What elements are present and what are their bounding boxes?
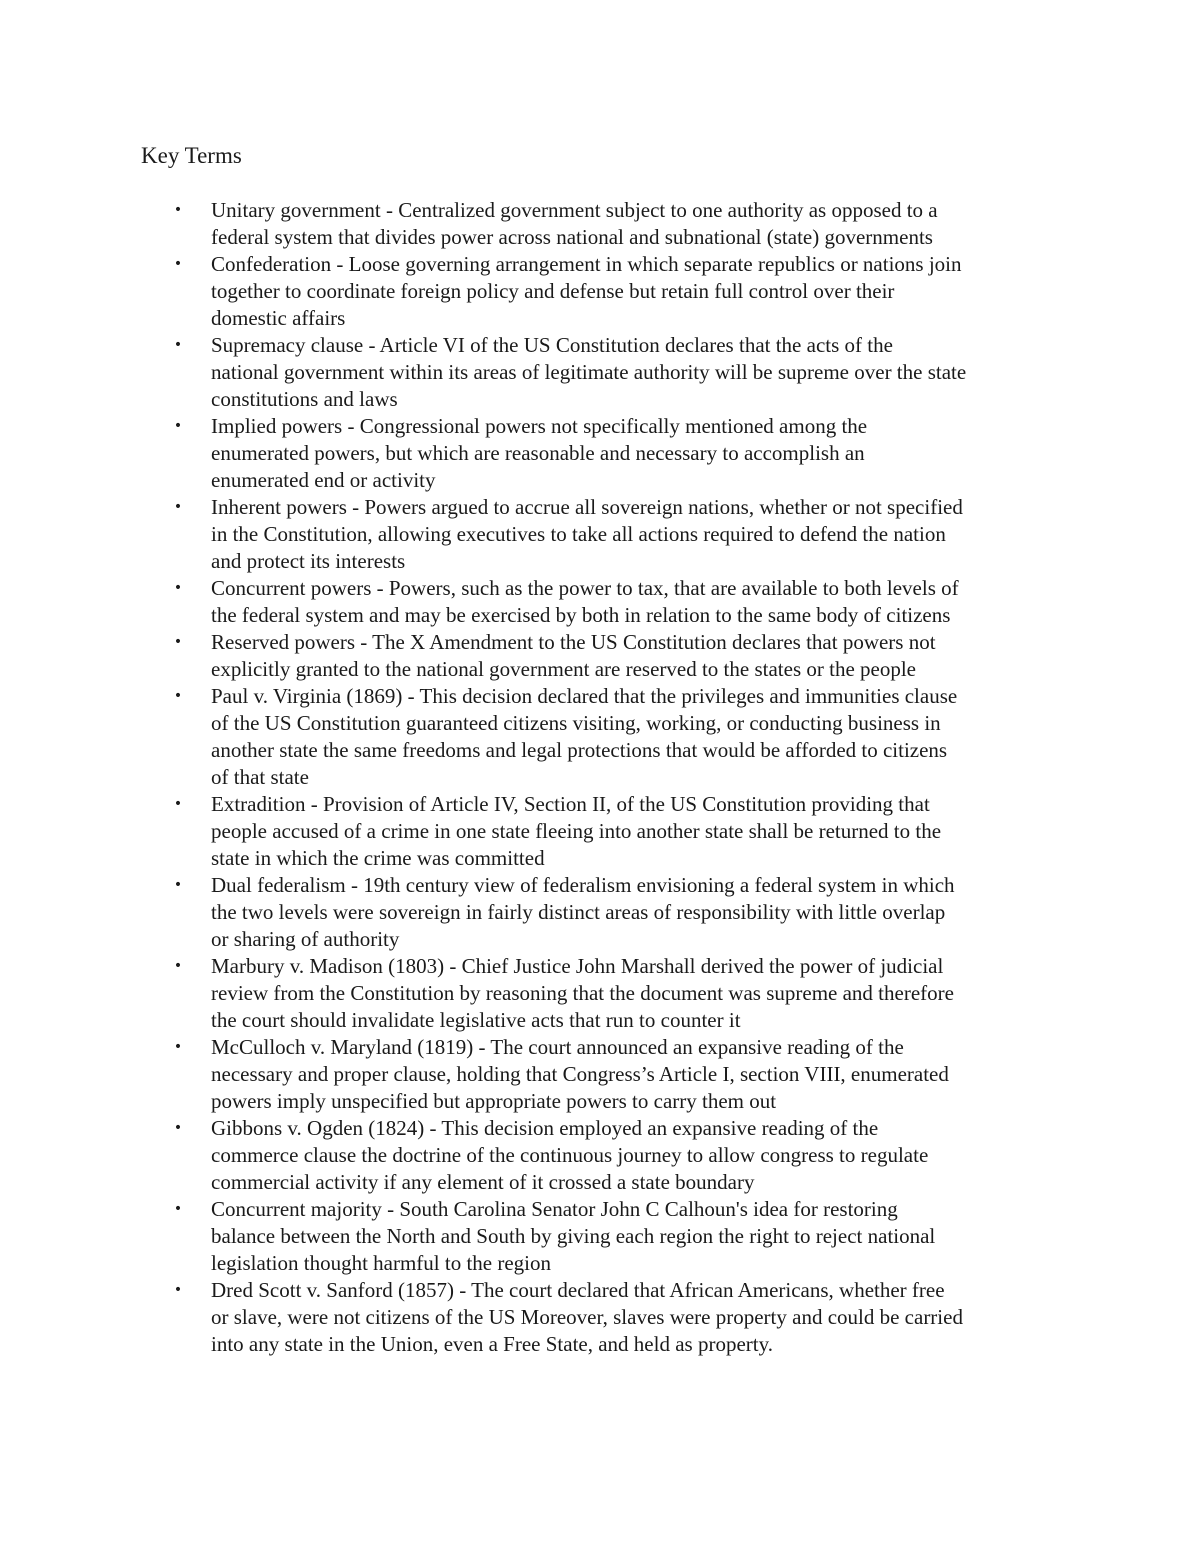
- list-item: [172, 953, 1072, 1034]
- term-text-line: Unitary government - Centralized government subject to one authority as opposed to a: [211, 198, 938, 222]
- term-text-line: Gibbons v. Ogden (1824) - This decision employed an expansive reading of the: [211, 1116, 879, 1140]
- term-text-line: enumerated end or activity: [211, 468, 436, 492]
- bullet-icon: •: [173, 256, 183, 272]
- term-text-line: federal system that divides power across national and subnational (state) governments: [211, 225, 933, 249]
- term-text-line: and protect its interests: [211, 549, 406, 573]
- term-text-line: enumerated powers, but which are reasonable and necessary to accomplish an: [211, 441, 865, 465]
- term-text-line: Reserved powers - The X Amendment to the US Constitution declares that powers not: [211, 630, 936, 654]
- term-text-line: legislation thought harmful to the region: [211, 1251, 552, 1275]
- term-text-line: or slave, were not citizens of the US Moreover, slaves were property and could be carried: [211, 1305, 963, 1329]
- key-terms-list: [172, 197, 1072, 1358]
- term-text-line: explicitly granted to the national government are reserved to the states or the people: [211, 657, 916, 681]
- bullet-icon: •: [173, 337, 183, 353]
- term-text-line: national government within its areas of legitimate authority will be supreme over the state: [211, 360, 967, 384]
- list-item: [172, 413, 1072, 494]
- list-item: [172, 872, 1072, 953]
- term-text-line: powers imply unspecified but appropriate powers to carry them out: [211, 1089, 777, 1113]
- term-text-line: Dred Scott v. Sanford (1857) - The court declared that African Americans, whether free: [211, 1278, 945, 1302]
- bullet-icon: •: [173, 1201, 183, 1217]
- term-text-line: of that state: [211, 765, 309, 789]
- list-item: [172, 251, 1072, 332]
- bullet-icon: •: [173, 499, 183, 515]
- term-text-line: commercial activity if any element of it crossed a state boundary: [211, 1170, 755, 1194]
- bullet-icon: •: [173, 877, 183, 893]
- page-title: Key Terms: [141, 143, 242, 168]
- term-text-line: the federal system and may be exercised by both in relation to the same body of citizens: [211, 603, 951, 627]
- term-text-line: into any state in the Union, even a Free State, and held as property.: [211, 1332, 773, 1356]
- term-text-line: together to coordinate foreign policy and defense but retain full control over their: [211, 279, 895, 303]
- list-item: [172, 1277, 1072, 1358]
- term-text-line: Extradition - Provision of Article IV, Section II, of the US Constitution providing that: [211, 792, 930, 816]
- list-item: [172, 1196, 1072, 1277]
- term-text-line: Dual federalism - 19th century view of federalism envisioning a federal system in which: [211, 873, 955, 897]
- term-text-line: Concurrent majority - South Carolina Senator John C Calhoun's idea for restoring: [211, 1197, 898, 1221]
- list-item: [172, 629, 1072, 683]
- term-text-line: another state the same freedoms and legal protections that would be afforded to citizens: [211, 738, 948, 762]
- term-text-line: Paul v. Virginia (1869) - This decision declared that the privileges and immunities clause: [211, 684, 958, 708]
- term-text-line: in the Constitution, allowing executives to take all actions required to defend the nation: [211, 522, 946, 546]
- bullet-icon: •: [173, 418, 183, 434]
- term-text-line: balance between the North and South by giving each region the right to reject national: [211, 1224, 936, 1248]
- bullet-icon: •: [173, 202, 183, 218]
- list-item: [172, 332, 1072, 413]
- list-item: [172, 1034, 1072, 1115]
- term-text-line: Concurrent powers - Powers, such as the power to tax, that are available to both levels of: [211, 576, 959, 600]
- term-text-line: McCulloch v. Maryland (1819) - The court announced an expansive reading of the: [211, 1035, 904, 1059]
- term-text-line: Implied powers - Congressional powers not specifically mentioned among the: [211, 414, 868, 438]
- term-text-line: the two levels were sovereign in fairly distinct areas of responsibility with little overlap: [211, 900, 946, 924]
- bullet-icon: •: [173, 1282, 183, 1298]
- term-text-line: domestic affairs: [211, 306, 346, 330]
- term-text-line: Marbury v. Madison (1803) - Chief Justice John Marshall derived the power of judicial: [211, 954, 944, 978]
- bullet-icon: •: [173, 1039, 183, 1055]
- term-text-line: review from the Constitution by reasoning that the document was supreme and therefore: [211, 981, 954, 1005]
- term-text-line: people accused of a crime in one state fleeing into another state shall be returned to the: [211, 819, 942, 843]
- term-text-line: constitutions and laws: [211, 387, 398, 411]
- list-item: [172, 1115, 1072, 1196]
- term-text-line: necessary and proper clause, holding that Congress’s Article I, section VIII, enumerated: [211, 1062, 949, 1086]
- term-text-line: the court should invalidate legislative acts that run to counter it: [211, 1008, 741, 1032]
- bullet-icon: •: [173, 1120, 183, 1136]
- list-item: [172, 494, 1072, 575]
- term-text-line: commerce clause the doctrine of the continuous journey to allow congress to regulate: [211, 1143, 929, 1167]
- list-item: [172, 575, 1072, 629]
- list-item: [172, 197, 1072, 251]
- list-item: [172, 683, 1072, 791]
- bullet-icon: •: [173, 958, 183, 974]
- term-text-line: of the US Constitution guaranteed citizens visiting, working, or conducting business in: [211, 711, 941, 735]
- bullet-icon: •: [173, 688, 183, 704]
- bullet-icon: •: [173, 580, 183, 596]
- term-text-line: or sharing of authority: [211, 927, 400, 951]
- list-item: [172, 791, 1072, 872]
- term-text-line: Confederation - Loose governing arrangement in which separate republics or nations join: [211, 252, 962, 276]
- term-text-line: Inherent powers - Powers argued to accrue all sovereign nations, whether or not specified: [211, 495, 963, 519]
- bullet-icon: •: [173, 634, 183, 650]
- term-text-line: Supremacy clause - Article VI of the US Constitution declares that the acts of the: [211, 333, 893, 357]
- term-text-line: state in which the crime was committed: [211, 846, 545, 870]
- bullet-icon: •: [173, 796, 183, 812]
